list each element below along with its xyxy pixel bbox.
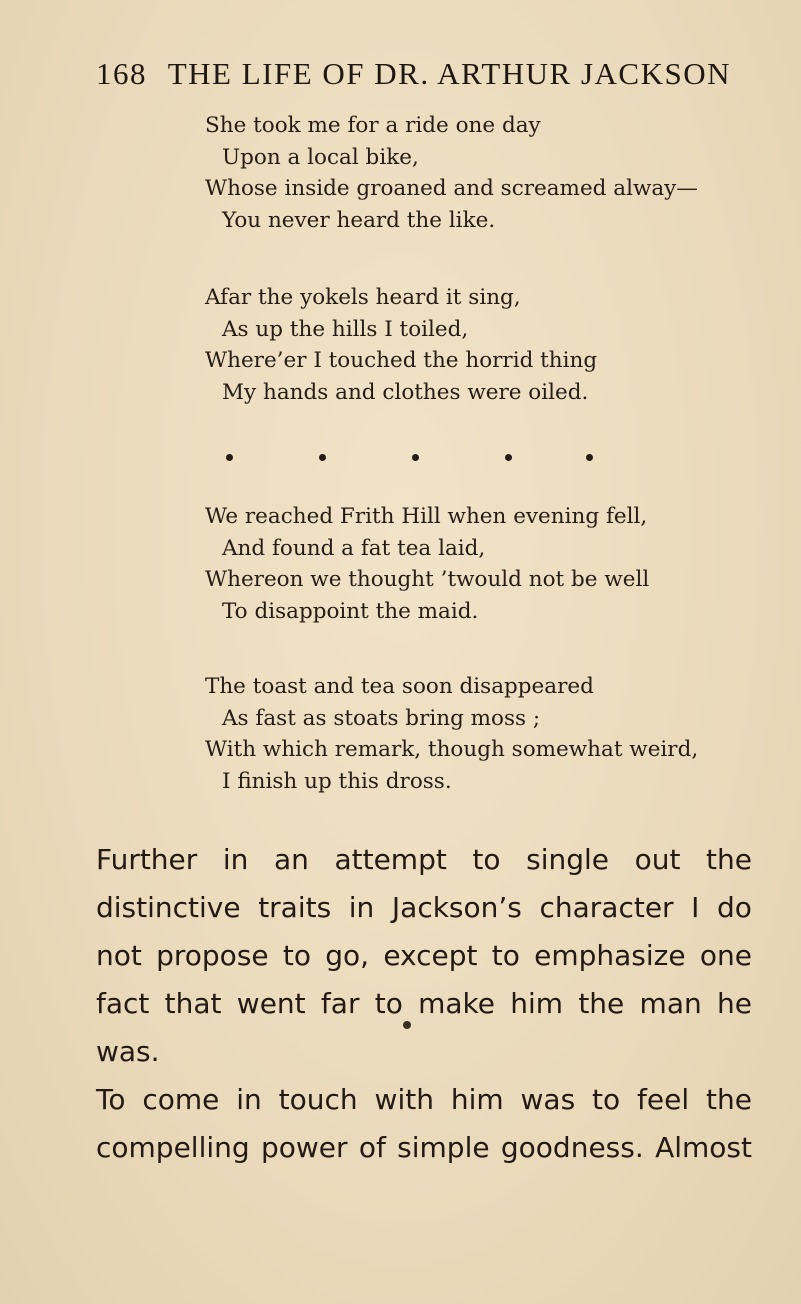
prose-word: to — [282, 939, 311, 972]
prose-word: do — [717, 891, 752, 924]
prose-word: the — [706, 843, 752, 876]
prose-line — [96, 1124, 752, 1172]
poem-stanza-2 — [205, 282, 765, 408]
prose-word: to — [592, 1083, 621, 1116]
prose-word: traits — [258, 891, 332, 924]
prose-word: that — [164, 987, 222, 1020]
prose-word: out — [634, 843, 681, 876]
poem-line: As up the hills I toiled, — [222, 316, 469, 342]
poem-line: Afar the yokels heard it sing, — [205, 285, 521, 310]
prose-word: power — [260, 1131, 348, 1164]
prose-word: touch — [278, 1083, 358, 1116]
prose-word: I — [691, 891, 700, 924]
prose-line — [96, 884, 752, 932]
prose-word: Almost — [655, 1131, 752, 1164]
prose-word: him — [510, 987, 564, 1020]
prose-word: distinctive — [96, 891, 241, 924]
prose-word: to — [491, 939, 520, 972]
prose-word: propose — [156, 939, 269, 972]
prose-word: he — [717, 987, 752, 1020]
poem-line: You never heard the like. — [222, 207, 496, 233]
running-title: THE LIFE OF DR. ARTHUR JACKSON — [167, 56, 731, 91]
poem-line: Where’er I touched the horrid thing — [205, 348, 598, 373]
prose-word: to — [472, 843, 501, 876]
prose-word: one — [699, 939, 752, 972]
poem-stanza-4 — [205, 671, 765, 797]
prose-word: simple — [397, 1131, 490, 1164]
prose-word: him — [450, 1083, 504, 1116]
prose-line — [96, 1076, 752, 1124]
ink-speck — [403, 1021, 411, 1029]
prose-word: Further — [96, 843, 198, 876]
poem-stanza-3 — [205, 501, 765, 627]
poem-line: The toast and tea soon disappeared — [205, 674, 594, 699]
prose-line — [96, 980, 752, 1028]
prose-word: the — [578, 987, 625, 1020]
prose-word: feel — [637, 1083, 690, 1116]
poem-line: We reached Frith Hill when evening fell, — [205, 504, 648, 529]
prose-word: emphasize — [534, 939, 686, 972]
page-number: 168 — [96, 56, 147, 91]
ellipsis-dot — [226, 454, 233, 461]
prose-word: to — [374, 987, 403, 1020]
prose-word: compelling — [96, 1131, 250, 1164]
prose-word: goodness. — [500, 1131, 644, 1164]
ellipsis-dot — [319, 454, 326, 461]
prose-word: go, — [325, 939, 370, 972]
ellipsis-dot — [505, 454, 512, 461]
prose-word: come — [142, 1083, 220, 1116]
prose-word: with — [374, 1083, 434, 1116]
ellipsis-dot — [412, 454, 419, 461]
prose-word: the — [706, 1083, 752, 1116]
poem-line: I finish up this dross. — [222, 768, 452, 794]
poem-line: To disappoint the maid. — [222, 598, 479, 624]
prose-word: single — [526, 843, 610, 876]
prose-word: except — [383, 939, 478, 972]
poem-line: She took me for a ride one day — [205, 113, 541, 138]
prose-word: in — [222, 843, 249, 876]
prose-line: was. — [96, 1035, 160, 1068]
prose-word: To — [96, 1083, 126, 1116]
poem-line: And found a fat tea laid, — [222, 535, 486, 561]
running-header — [96, 56, 736, 92]
prose-word: far — [320, 987, 360, 1020]
poem-line: As fast as stoats bring moss ; — [222, 705, 541, 731]
poem-stanza-1 — [205, 110, 765, 236]
ellipsis-dot — [586, 454, 593, 461]
prose-line — [96, 932, 752, 980]
prose-word: make — [418, 987, 495, 1020]
prose-word: was — [520, 1083, 576, 1116]
prose-word: in — [348, 891, 375, 924]
poem-line: With which remark, though somewhat weird, — [205, 737, 699, 762]
prose-word: in — [236, 1083, 262, 1116]
prose-word: fact — [96, 987, 150, 1020]
prose-word: man — [639, 987, 702, 1020]
prose-word: character — [539, 891, 674, 924]
ellipsis-dots — [226, 451, 606, 465]
prose-word: went — [236, 987, 306, 1020]
prose-word: attempt — [334, 843, 447, 876]
prose-word: of — [358, 1131, 386, 1164]
poem-line: Whereon we thought ’twould not be well — [205, 567, 650, 592]
prose-word: Jackson’s — [391, 891, 522, 924]
poem-line: Upon a local bike, — [222, 144, 419, 170]
prose-block — [96, 836, 752, 1172]
prose-word: not — [96, 939, 142, 972]
poem-line: Whose inside groaned and screamed alway— — [205, 176, 698, 201]
poem-line: My hands and clothes were oiled. — [222, 379, 589, 405]
prose-line — [96, 836, 752, 884]
prose-word: an — [273, 843, 309, 876]
